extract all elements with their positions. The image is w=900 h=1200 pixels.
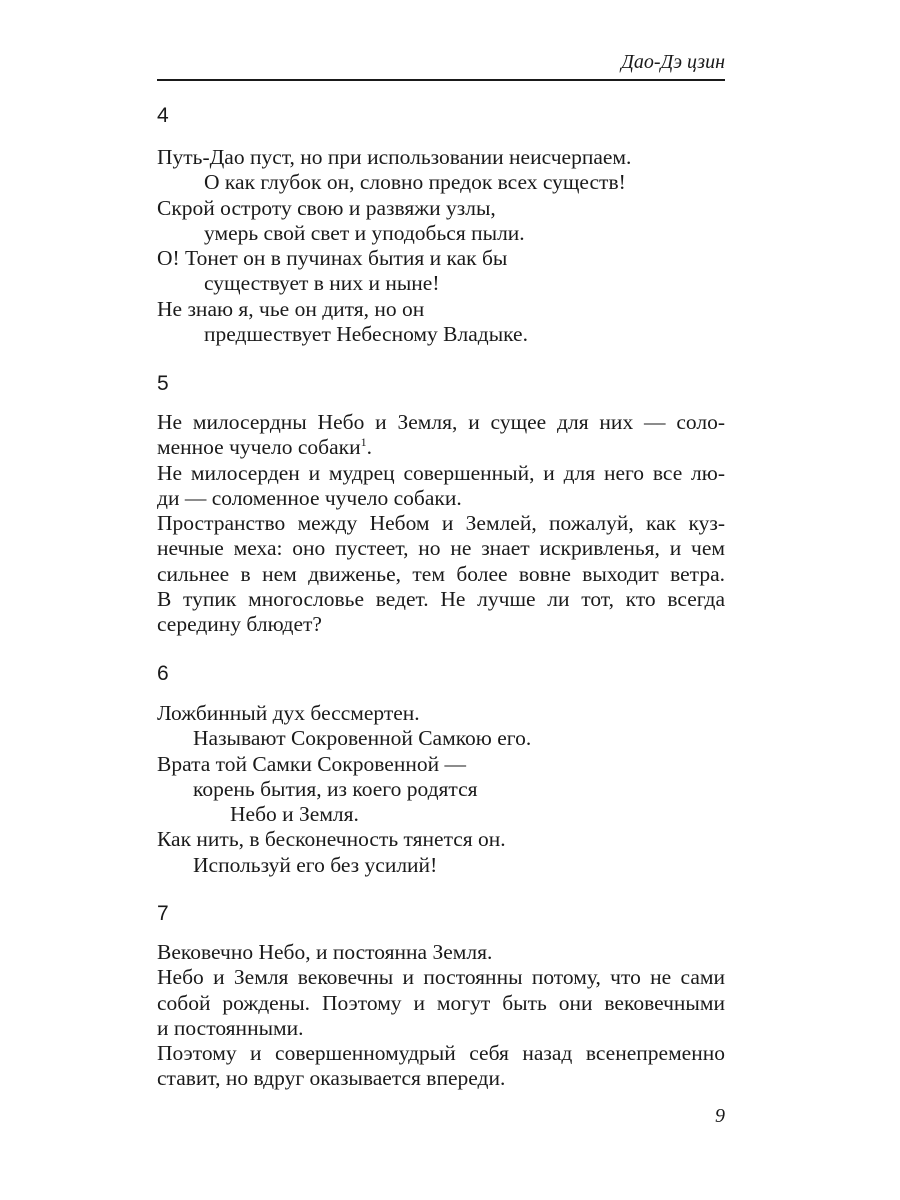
verse-line: Путь-Дао пуст, но при использовании неисчерпаем. (157, 145, 632, 169)
prose-line: сильнее в нем движенье, тем более вовне выходит ветра. (157, 561, 725, 586)
prose-line: Небо и Земля вековечны и постоянны потому, что не сами (157, 965, 725, 990)
section-number-7: 7 (157, 902, 169, 925)
verse-line: Врата той Самки Сокровенной — (157, 751, 466, 776)
section-5-text (157, 410, 725, 638)
prose-line: Не милосерден и мудрец совершенный, и для него все лю- (157, 460, 725, 485)
prose-line: ставит, но вдруг оказывается впереди. (157, 1066, 506, 1091)
running-title: Дао-Дэ цзин (621, 51, 725, 73)
page-number: 9 (715, 1105, 725, 1127)
header-rule (157, 79, 725, 81)
section-6-text (157, 701, 725, 878)
verse-line: предшествует Небесному Владыке. (204, 322, 528, 347)
prose-line: Пространство между Небом и Землей, пожалуй, как куз- (157, 511, 725, 536)
verse-line: Называют Сокровенной Самкою его. (193, 726, 532, 751)
verse-line: Как нить, в бесконечность тянется он. (157, 827, 506, 852)
section-number-6: 6 (157, 662, 169, 685)
verse-line: существует в них и ныне! (204, 271, 440, 296)
verse-line: Небо и Земля. (230, 802, 359, 827)
prose-line: и постоянными. (157, 1015, 304, 1040)
section-number-4: 4 (157, 104, 169, 127)
verse-line: корень бытия, из коего родятся (193, 776, 478, 801)
prose-line: нечные меха: оно пустеет, но не знает искривленья, и чем (157, 536, 725, 561)
prose-line (157, 435, 725, 460)
verse-line: Ложбинный дух бессмертен. (157, 701, 420, 725)
prose-line: середину блюдет? (157, 612, 322, 637)
section-7-text (157, 940, 725, 1092)
verse-line: умерь свой свет и уподобься пыли. (204, 220, 525, 245)
verse-line: О! Тонет он в пучинах бытия и как бы (157, 246, 508, 271)
prose-line: Вековечно Небо, и постоянна Земля. (157, 940, 493, 964)
prose-line-text: менное чучело собаки (157, 435, 361, 460)
prose-line: Поэтому и совершенномудрый себя назад всенепременно (157, 1041, 725, 1066)
prose-line: собой рождены. Поэтому и могут быть они вековечными (157, 990, 725, 1015)
footnote-marker[interactable]: 1 (360, 435, 367, 450)
prose-line: В тупик многословье ведет. Не лучше ли тот, кто всегда (157, 587, 725, 612)
verse-line: Не знаю я, чье он дитя, но он (157, 296, 425, 321)
section-number-5: 5 (157, 372, 169, 395)
verse-line: О как глубок он, словно предок всех существ! (204, 170, 626, 195)
prose-line: Не милосердны Небо и Земля, и сущее для них — соло- (157, 410, 725, 434)
prose-line: ди — соломенное чучело собаки. (157, 485, 462, 510)
verse-line: Используй его без усилий! (193, 852, 438, 877)
prose-line-punct: . (366, 435, 372, 460)
section-4-text (157, 145, 725, 347)
verse-line: Скрой остроту свою и развяжи узлы, (157, 195, 496, 220)
